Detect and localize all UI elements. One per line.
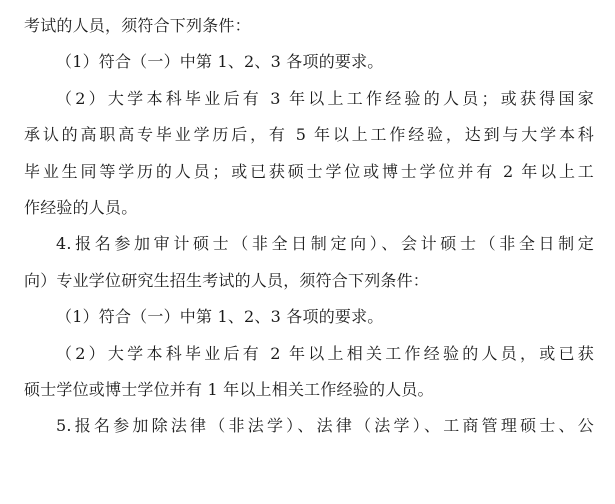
text-line-9: （1）符合（一）中第 1、2、3 各项的要求。 [56,307,384,327]
text-line-6: 作经验的人员。 [24,197,138,217]
text-line-10: （2）大学本科毕业后有 2 年以上相关工作经验的人员，或已获 [56,343,594,363]
text-line-2: （1）符合（一）中第 1、2、3 各项的要求。 [56,52,384,72]
text-line-7: 4.报名参加审计硕士（非全日制定向）、会计硕士（非全日制定 [56,234,594,254]
text-line-5: 毕业生同等学历的人员；或已获硕士学位或博士学位并有 2 年以上工 [24,161,594,181]
text-line-3: （2）大学本科毕业后有 3 年以上工作经验的人员；或获得国家 [56,88,594,108]
text-line-1: 考试的人员，须符合下列条件： [24,16,251,35]
document-body [24,0,594,445]
text-line-4: 承认的高职高专毕业学历后，有 5 年以上工作经验，达到与大学本科 [24,125,594,145]
text-line-8: 向）专业学位研究生招生考试的人员，须符合下列条件： [24,270,430,290]
text-line-11: 硕士学位或博士学位并有 1 年以上相关工作经验的人员。 [24,379,434,399]
text-line-12: 5.报名参加除法律（非法学）、法律（法学）、工商管理硕士、公 [56,416,594,436]
